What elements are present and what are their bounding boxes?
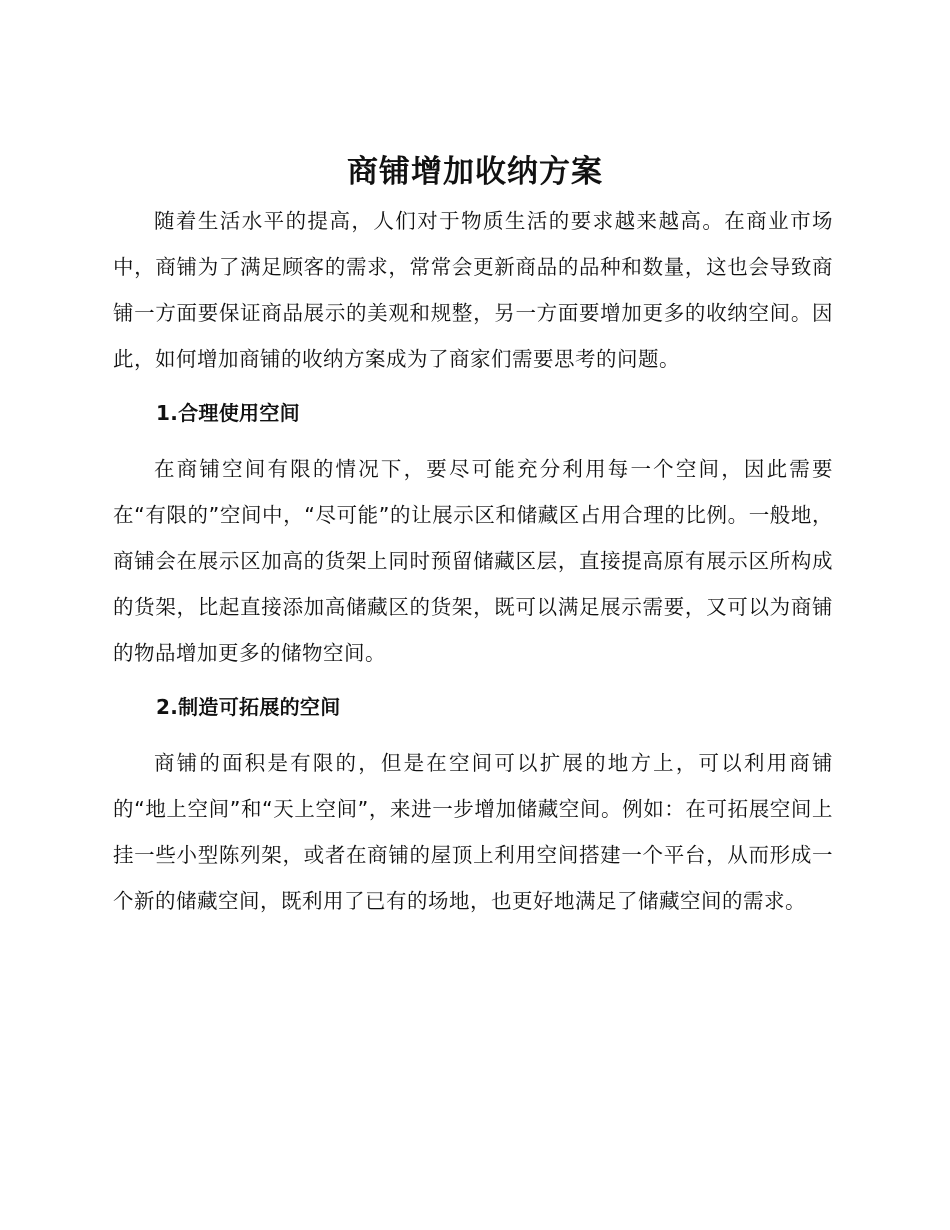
- intro-paragraph: 随着生活水平的提高，人们对于物质生活的要求越来越高。在商业市场中，商铺为了满足顾客的需求，常常会更新商品的品种和数量，这也会导致商铺一方面要保证商品展示的美观和规整，另一方面要增加更多的收纳空间。因此，如何增加商铺的收纳方案成为了商家们需要思考的问题。: [113, 209, 833, 371]
- section-heading-2: 2.制造可拓展的空间: [156, 695, 341, 719]
- section-heading-1: 1.合理使用空间: [156, 401, 300, 425]
- document-title: 商铺增加收纳方案: [347, 154, 603, 190]
- section-body-2: 商铺的面积是有限的，但是在空间可以扩展的地方上，可以利用商铺的“地上空间”和“天上空间”，来进一步增加储藏空间。例如：在可拓展空间上挂一些小型陈列架，或者在商铺的屋顶上利用空间搭建一个平台，从而形成一个新的储藏空间，既利用了已有的场地，也更好地满足了储藏空间的需求。: [113, 751, 833, 913]
- section-body-1: 在商铺空间有限的情况下，要尽可能充分利用每一个空间，因此需要在“有限的”空间中，“尽可能”的让展示区和储藏区占用合理的比例。一般地，商铺会在展示区加高的货架上同时预留储藏区层，直接提高原有展示区所构成的货架，比起直接添加高储藏区的货架，既可以满足展示需要，又可以为商铺的物品增加更多的储物空间。: [113, 457, 833, 665]
